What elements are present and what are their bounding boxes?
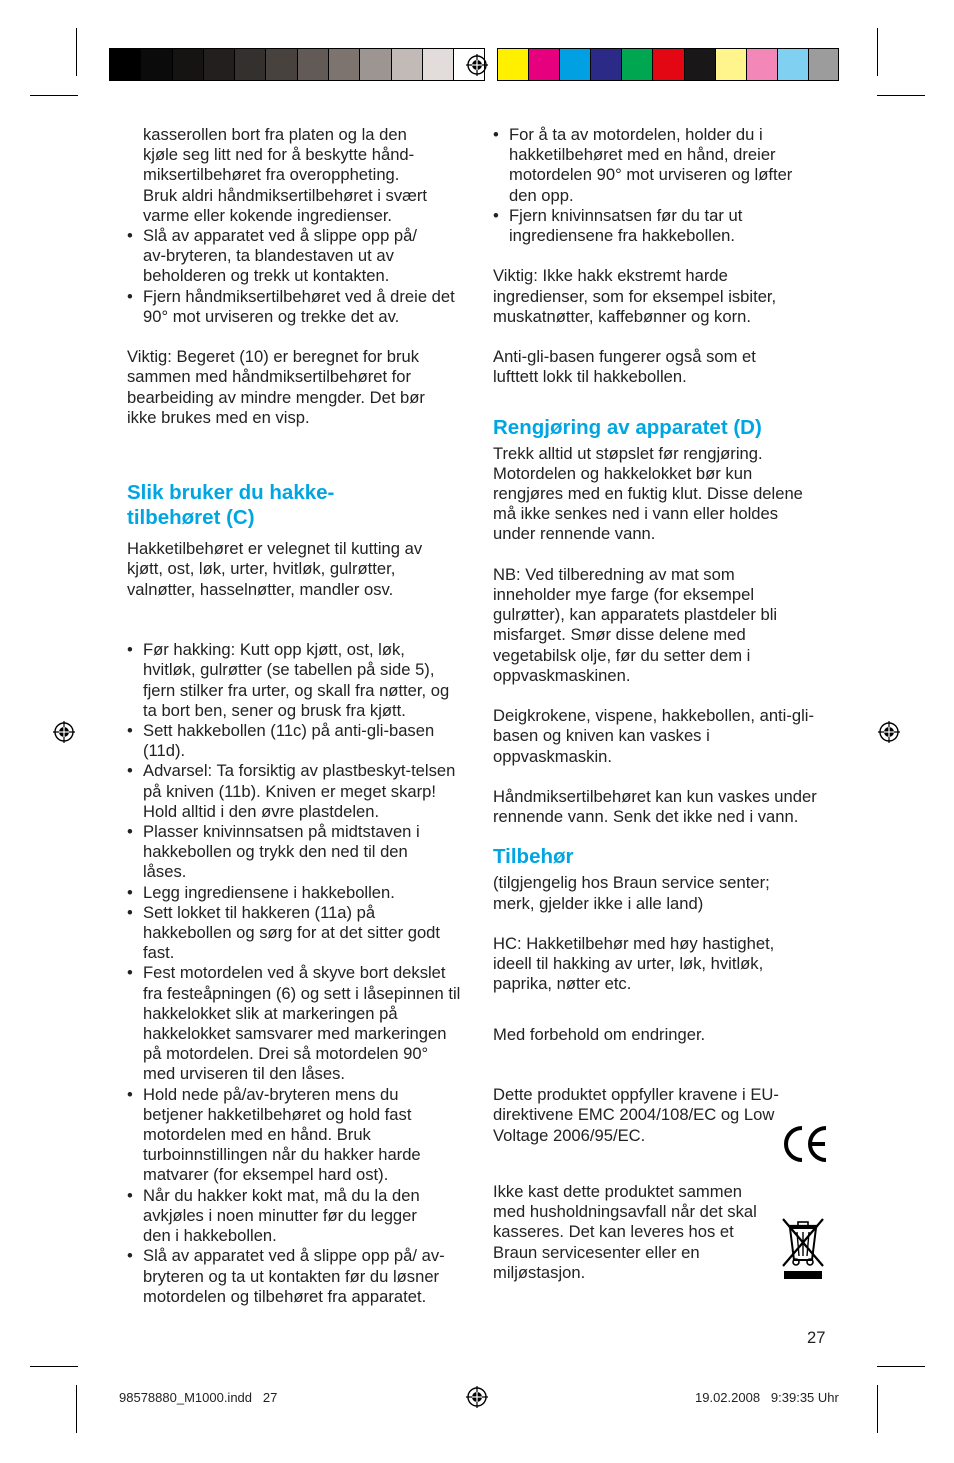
- color-swatch: [621, 48, 652, 81]
- color-swatch: [559, 48, 590, 81]
- crossed-bin-icon: [780, 1216, 826, 1280]
- crop-mark: [877, 28, 878, 76]
- footer-date-time: 19.02.2008 9:39:35 Uhr: [695, 1390, 839, 1405]
- color-swatch: [140, 48, 171, 81]
- crop-mark: [877, 1385, 878, 1433]
- color-swatch: [808, 48, 839, 81]
- grayscale-color-bar: [109, 48, 485, 81]
- crop-mark: [76, 1385, 77, 1433]
- crop-mark: [30, 95, 78, 96]
- color-swatch: [715, 48, 746, 81]
- color-swatch: [652, 48, 683, 81]
- color-swatch: [359, 48, 390, 81]
- crop-mark: [76, 28, 77, 76]
- accessories-note: (tilgjengelig hos Braun service senter; merk, gjelder ikke i alle land): [493, 873, 770, 913]
- list-item: • Når du hakker kokt mat, må du la den avkjøles i noen minutter før du legger den i hakkebollen.: [127, 1186, 449, 1247]
- process-color-bar: [497, 48, 839, 81]
- text-line: Bruk aldri håndmiksertilbehøret i svært: [143, 185, 428, 205]
- important-note: Viktig: Begeret (10) er beregnet for bruk sammen med håndmiksertilbehøret for bearbeiding av mindre mengder. Det bør ikke brukes med en visp.: [127, 347, 425, 427]
- section-heading-cleaning: Rengjøring av apparatet (D): [493, 415, 762, 439]
- color-swatch: [684, 48, 715, 81]
- list-item: • Fjern knivinnsatsen før du tar ut ingrediensene fra hakkebollen.: [493, 206, 784, 246]
- color-swatch: [234, 48, 265, 81]
- list-item: • Slå av apparatet ved å slippe opp på/ av-bryteren og ta ut kontakten før du løsner motordelen og tilbehøret fra apparatet.: [127, 1246, 449, 1307]
- color-swatch: [497, 48, 528, 81]
- bullet-list: [127, 226, 467, 327]
- text-line: varme eller kokende ingredienser.: [143, 205, 393, 225]
- list-item: • Før hakking: Kutt opp kjøtt, ost, løk, hvitløk, gulrøtter (se tabellen på side 5), fjern stilker fra urter, og skall fra nøtter, og ta bort ben, sener og brusk fra kjøtt.: [127, 640, 461, 721]
- important-note: Viktig: Ikke hakk ekstremt harde ingredienser, som for eksempel isbiter, muskatnøtter, kaffebønner og korn.: [493, 266, 777, 326]
- color-swatch: [297, 48, 328, 81]
- registration-mark-icon: [466, 1386, 488, 1408]
- color-swatch: [265, 48, 296, 81]
- text-line: kjøle seg litt ned for å beskytte hånd-: [143, 145, 415, 165]
- text-line: kasserollen bort fra platen og la den: [143, 125, 407, 144]
- text-line: miksertilbehøret fra overoppheting.: [143, 165, 400, 185]
- color-swatch: [777, 48, 808, 81]
- right-column: [493, 125, 833, 1283]
- color-swatch: [328, 48, 359, 81]
- footer-file-name: 98578880_M1000.indd 27: [119, 1390, 278, 1405]
- list-item: • Fjern håndmiksertilbehøret ved å dreie det 90° mot urviseren og trekke det av.: [127, 287, 461, 327]
- color-swatch: [391, 48, 422, 81]
- accessories-hc: HC: Hakketilbehør med høy hastighet, ideell til hakking av urter, løk, hvitløk, paprika, nøtter etc.: [493, 934, 775, 994]
- chopper-intro: Hakketilbehøret er velegnet til kutting av kjøtt, ost, løk, urter, hvitløk, gulrøtter, valnøtter, hasselnøtter, mandler osv.: [127, 539, 423, 599]
- registration-mark-icon: [53, 721, 75, 743]
- color-swatch: [109, 48, 140, 81]
- list-item: • Sett lokket til hakkeren (11a) på hakkebollen og sørg for at det sitter godt fast.: [127, 903, 443, 964]
- section-heading-accessories: Tilbehør: [493, 845, 574, 869]
- color-swatch: [203, 48, 234, 81]
- color-swatch: [590, 48, 621, 81]
- list-item: • Legg ingrediensene i hakkebollen.: [127, 883, 462, 903]
- list-item: • Plasser knivinnsatsen på midtstaven i hakkebollen og trykk den ned til den låses.: [127, 822, 443, 883]
- intro-paragraph: [127, 125, 467, 226]
- color-swatch: [528, 48, 559, 81]
- cleaning-paragraph: Deigkrokene, vispene, hakkebollen, anti-gli-basen og kniven kan vaskes i oppvaskmaskin.: [493, 706, 814, 766]
- cleaning-paragraph: Håndmiksertilbehøret kan kun vaskes under rennende vann. Senk det ikke ned i vann.: [493, 787, 817, 827]
- registration-mark-icon: [878, 721, 900, 743]
- crop-mark: [877, 95, 925, 96]
- list-item: • Sett hakkebollen (11c) på anti-gli-basen (11d).: [127, 721, 462, 761]
- list-item: • Advarsel: Ta forsiktig av plastbeskyt-telsen på kniven (11b). Kniven er meget skarp! Hold alltid i den øvre plastdelen.: [127, 761, 461, 822]
- section-heading-chopper: Slik bruker du hakke- tilbehøret (C): [127, 481, 335, 530]
- list-item: • For å ta av motordelen, holder du i hakketilbehøret med en hånd, dreier motordelen 90° mot urviseren og løfter den opp.: [493, 125, 824, 206]
- page-number: 27: [807, 1328, 826, 1347]
- crop-mark: [30, 1366, 78, 1367]
- left-column: [127, 125, 467, 1307]
- reservation-note: Med forbehold om endringer.: [493, 1024, 706, 1044]
- color-swatch: [172, 48, 203, 81]
- ce-compliance-text: Dette produktet oppfyller kravene i EU-direktivene EMC 2004/108/EC og Low Voltage 2006/95/EC.: [493, 1085, 779, 1145]
- ce-mark-icon: [781, 1124, 829, 1164]
- bullet-list: [493, 125, 833, 246]
- disposal-text: Ikke kast dette produktet sammen med husholdningsavfall når det skal kasseres. Det kan leveres hos et Braun servicesenter eller en miljøstasjon.: [493, 1182, 757, 1282]
- list-item: • Hold nede på/av-bryteren mens du betjener hakketilbehøret og hold fast motordelen med en hånd. Bruk turboinnstillingen når du hakker harde matvarer (for eksempel hard ost).: [127, 1085, 449, 1186]
- color-swatch: [422, 48, 453, 81]
- list-item: • Slå av apparatet ved å slippe opp på/ av-bryteren, ta blandestaven ut av beholderen og trekk ut kontakten.: [127, 226, 443, 287]
- bullet-list: [127, 640, 462, 1307]
- registration-mark-icon: [466, 54, 488, 76]
- color-swatch: [746, 48, 777, 81]
- list-item: • Fest motordelen ved å skyve bort dekslet fra festeåpningen (6) og sett i låsepinnen til hakkelokket slik at markeringen på hakkelokket samsvarer med markeringen på motordelen. Drei så motordelen 90° med urviseren til den låses.: [127, 963, 461, 1084]
- antislip-note: Anti-gli-basen fungerer også som et lufttett lokk til hakkebollen.: [493, 347, 756, 387]
- crop-mark: [877, 1366, 925, 1367]
- cleaning-paragraph: Trekk alltid ut støpslet før rengjøring. Motordelen og hakkelokket bør kun rengjøres med en fuktig klut. Disse delene må ikke senkes ned i vann eller holdes under rennende vann.: [493, 443, 803, 544]
- cleaning-paragraph: NB: Ved tilberedning av mat som inneholder mye farge (for eksempel gulrøtter), kan apparatets plastdeler bli misfarget. Smør disse delene med vegetabilsk olje, før du setter dem i oppvaskmaskinen.: [493, 564, 778, 685]
